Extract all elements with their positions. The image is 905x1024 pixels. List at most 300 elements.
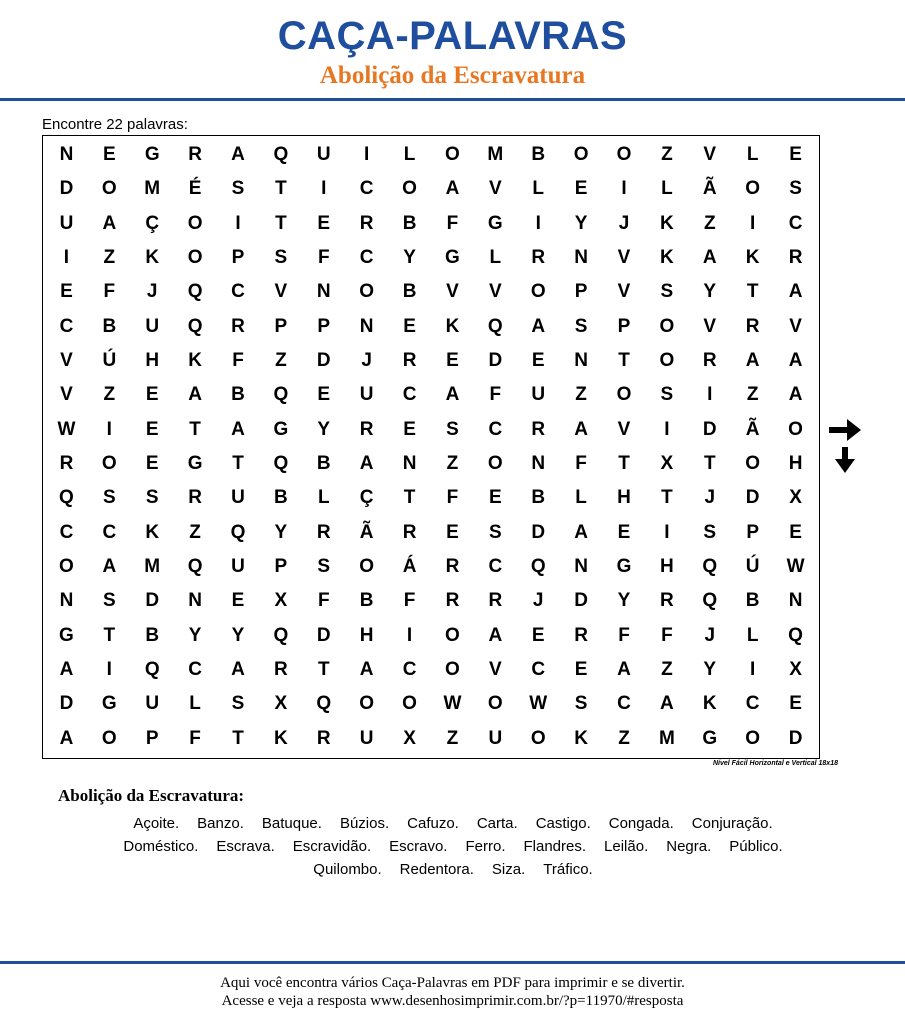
grid-cell: F <box>618 624 630 646</box>
grid-cell: F <box>661 624 673 646</box>
grid-cell: F <box>403 590 416 612</box>
grid-cell: B <box>316 453 331 475</box>
grid-cell: T <box>317 659 330 681</box>
grid-cell: C <box>488 556 503 578</box>
grid-cell: T <box>661 487 673 509</box>
grid-cell: U <box>359 727 374 749</box>
grid-cell: T <box>275 212 287 234</box>
word-list-item: Público. <box>729 838 783 855</box>
grid-cell: Ç <box>359 487 374 509</box>
grid-cell: U <box>59 212 74 234</box>
grid-cell: A <box>359 453 374 475</box>
grid-cell: A <box>359 659 374 681</box>
grid-cell: O <box>359 556 375 578</box>
grid-cell: O <box>445 624 460 646</box>
grid-cell: K <box>702 693 717 715</box>
page-subtitle: Abolição da Escravatura <box>319 62 586 89</box>
grid-cell: E <box>231 590 245 612</box>
grid-cell: O <box>187 247 203 269</box>
grid-cell: Q <box>273 453 289 475</box>
grid-cell: Q <box>530 556 546 578</box>
grid-cell: B <box>745 590 760 612</box>
word-list-item: Congada. <box>608 815 674 832</box>
grid-cell: C <box>745 693 760 715</box>
grid-cell: I <box>535 212 541 234</box>
grid-cell: R <box>445 556 460 578</box>
grid-cell: E <box>789 693 802 715</box>
grid-cell: Y <box>574 212 588 234</box>
grid-cell: L <box>489 247 502 269</box>
grid-cell: V <box>617 247 631 269</box>
grid-cell: O <box>445 144 460 166</box>
grid-cell: G <box>144 144 160 166</box>
grid-cell: P <box>231 247 245 269</box>
grid-cell: G <box>445 247 460 269</box>
footer-divider <box>0 961 905 964</box>
grid-cell: C <box>188 659 202 681</box>
grid-cell: A <box>788 281 803 303</box>
grid-cell: K <box>660 247 674 269</box>
grid-cell: J <box>532 590 544 612</box>
grid-cell: O <box>101 727 117 749</box>
grid-cell: T <box>746 281 759 303</box>
grid-cell: D <box>59 178 74 200</box>
grid-cell: L <box>317 487 330 509</box>
grid-cell: F <box>489 384 502 406</box>
grid-cell: W <box>443 693 462 715</box>
grid-cell: S <box>446 418 459 440</box>
grid-cell: C <box>402 384 417 406</box>
grid-cell: I <box>664 418 670 440</box>
grid-cell: C <box>617 693 631 715</box>
grid-cell: R <box>445 590 460 612</box>
grid-cell: Q <box>144 659 160 681</box>
grid-cell: S <box>574 693 588 715</box>
grid-cell: C <box>102 521 117 543</box>
word-list-item: Flandres. <box>523 838 587 855</box>
grid-cell: H <box>617 487 631 509</box>
grid-cell: N <box>188 590 202 612</box>
grid-cell: Y <box>231 624 245 646</box>
grid-cell: Q <box>273 144 289 166</box>
grid-cell: C <box>59 315 74 337</box>
arrow-right-icon <box>828 416 862 444</box>
grid-cell: F <box>575 453 587 475</box>
grid-cell: H <box>660 556 674 578</box>
grid-cell: E <box>102 144 116 166</box>
grid-cell: E <box>488 487 502 509</box>
grid-cell: Y <box>317 418 331 440</box>
grid-cell: Q <box>187 281 203 303</box>
word-list-item: Redentora. <box>399 861 474 878</box>
grid-cell: E <box>446 521 459 543</box>
level-label: Nível Fácil Horizontal e Vertical 18x18 <box>712 760 838 767</box>
footer-line-1: Aqui você encontra vários Caça-Palavras em PDF para imprimir e se divertir. <box>220 975 685 991</box>
grid-cell: Q <box>316 693 332 715</box>
grid-cell: N <box>574 556 588 578</box>
grid-cell: O <box>530 727 546 749</box>
word-list-item: Búzios. <box>339 815 390 832</box>
grid-cell: G <box>702 727 718 749</box>
grid-cell: Z <box>189 521 201 543</box>
grid-cell: T <box>403 487 416 509</box>
grid-cell: Y <box>403 247 416 269</box>
grid-cell: K <box>274 727 288 749</box>
grid-cell: P <box>746 521 759 543</box>
grid-cell: W <box>529 693 548 715</box>
grid-cell: C <box>359 247 374 269</box>
grid-cell: Q <box>273 624 289 646</box>
grid-cell: U <box>531 384 546 406</box>
grid-cell: F <box>317 247 330 269</box>
grid-cell: A <box>445 384 460 406</box>
grid-cell: E <box>574 659 588 681</box>
grid-cell: V <box>60 384 73 406</box>
grid-cell: M <box>144 178 161 200</box>
grid-cell: S <box>231 693 245 715</box>
grid-cell: T <box>232 727 244 749</box>
grid-cell: S <box>789 178 802 200</box>
grid-cell: O <box>745 727 761 749</box>
grid-cell: A <box>702 247 717 269</box>
grid-cell: I <box>750 659 756 681</box>
grid-cell: Ç <box>145 212 160 234</box>
grid-cell: I <box>707 384 713 406</box>
word-list-item: Conjuração. <box>691 815 773 832</box>
grid-cell: G <box>616 556 632 578</box>
grid-cell: J <box>704 624 716 646</box>
arrow-down-icon <box>828 446 862 474</box>
grid-cell: S <box>145 487 159 509</box>
word-list-item: Escrava. <box>216 838 275 855</box>
grid-cell: U <box>231 556 245 578</box>
grid-cell: R <box>660 590 674 612</box>
grid-cell: Z <box>746 384 759 406</box>
grid-cell: I <box>106 659 112 681</box>
grid-cell: K <box>188 350 202 372</box>
grid-cell: E <box>531 350 545 372</box>
grid-cell: Z <box>661 144 673 166</box>
grid-cell: G <box>273 418 289 440</box>
grid-cell: E <box>145 418 159 440</box>
grid-cell: O <box>659 350 675 372</box>
grid-cell: I <box>321 178 327 200</box>
grid-cell: T <box>275 178 287 200</box>
grid-cell: Q <box>187 556 203 578</box>
grid-cell: U <box>231 487 245 509</box>
grid-cell: N <box>59 144 74 166</box>
grid-cell: T <box>618 350 630 372</box>
grid-cell: O <box>402 178 417 200</box>
word-list-title: Abolição da Escravatura: <box>58 786 245 805</box>
grid-cell: U <box>145 693 160 715</box>
grid-cell: Ú <box>745 556 760 578</box>
grid-cell: L <box>575 487 587 509</box>
grid-cell: B <box>402 281 417 303</box>
grid-cell: A <box>445 178 460 200</box>
grid-cell: L <box>746 624 759 646</box>
grid-cell: X <box>660 453 674 475</box>
word-list-item: Escravo. <box>389 838 448 855</box>
grid-cell: O <box>487 453 503 475</box>
grid-cell: R <box>231 315 245 337</box>
grid-cell: Z <box>103 384 116 406</box>
grid-cell: G <box>187 453 203 475</box>
grid-cell: A <box>617 659 631 681</box>
grid-cell: C <box>59 521 74 543</box>
grid-cell: Y <box>703 659 717 681</box>
grid-cell: A <box>531 315 546 337</box>
grid-cell: X <box>789 659 802 681</box>
grid-cell: Á <box>402 556 417 578</box>
grid-cell: X <box>274 693 288 715</box>
grid-cell: Z <box>275 350 287 372</box>
grid-cell: L <box>403 144 416 166</box>
grid-cell: O <box>530 281 546 303</box>
grid-cell: E <box>403 315 416 337</box>
grid-cell: T <box>103 624 116 646</box>
word-list-item: Açoite. <box>133 815 180 832</box>
grid-cell: J <box>618 212 630 234</box>
grid-cell: A <box>102 212 117 234</box>
grid-cell: B <box>402 212 417 234</box>
grid-cell: K <box>660 212 674 234</box>
grid-cell: G <box>59 624 74 646</box>
grid-cell: Q <box>59 487 74 509</box>
grid-cell: Q <box>187 315 203 337</box>
grid-cell: Ã <box>702 178 717 200</box>
grid-cell: D <box>788 727 803 749</box>
grid-cell: S <box>231 178 245 200</box>
grid-cell: I <box>63 247 70 269</box>
grid-cell: E <box>60 281 73 303</box>
grid-cell: B <box>274 487 288 509</box>
grid-cell: Q <box>273 384 289 406</box>
grid-cell: R <box>402 521 417 543</box>
word-list-item: Quilombo. <box>313 861 382 878</box>
grid-cell: R <box>359 418 374 440</box>
word-list-item: Cafuzo. <box>407 815 459 832</box>
grid-cell: D <box>316 624 331 646</box>
word-list-item: Banzo. <box>197 815 244 832</box>
grid-cell: R <box>316 727 331 749</box>
grid-cell: L <box>661 178 673 200</box>
grid-cell: Q <box>702 590 718 612</box>
grid-cell: X <box>403 727 416 749</box>
grid-cell: T <box>232 453 244 475</box>
grid-cell: R <box>574 624 588 646</box>
grid-cell: R <box>59 453 74 475</box>
grid-cell: F <box>232 350 244 372</box>
grid-cell: T <box>618 453 630 475</box>
grid-cell: B <box>102 315 117 337</box>
grid-cell: A <box>231 144 245 166</box>
grid-cell: U <box>359 384 374 406</box>
grid-cell: I <box>664 521 670 543</box>
grid-cell: H <box>145 350 160 372</box>
grid-cell: V <box>703 144 717 166</box>
grid-cell: P <box>617 315 631 337</box>
grid-cell: A <box>488 624 503 646</box>
grid-cell: O <box>359 693 375 715</box>
grid-cell: P <box>317 315 331 337</box>
grid-cell: O <box>573 144 589 166</box>
grid-cell: M <box>658 727 675 749</box>
grid-cell: E <box>403 418 416 440</box>
grid-cell: R <box>788 247 803 269</box>
grid-cell: C <box>788 212 803 234</box>
letter-grid <box>42 135 820 759</box>
grid-cell: V <box>617 418 631 440</box>
grid-cell: D <box>702 418 717 440</box>
grid-cell: L <box>746 144 759 166</box>
grid-cell: N <box>531 453 546 475</box>
grid-cell: P <box>274 556 288 578</box>
grid-cell: E <box>446 350 459 372</box>
grid-cell: F <box>446 212 459 234</box>
grid-cell: U <box>316 144 331 166</box>
grid-cell: E <box>789 144 802 166</box>
grid-cell: B <box>359 590 374 612</box>
grid-cell: I <box>621 178 627 200</box>
grid-cell: D <box>488 350 503 372</box>
grid-cell: A <box>231 418 245 440</box>
grid-cell: K <box>745 247 760 269</box>
grid-cell: I <box>406 624 413 646</box>
grid-cell: J <box>704 487 716 509</box>
grid-cell: V <box>60 350 73 372</box>
grid-cell: B <box>231 384 245 406</box>
grid-cell: X <box>274 590 288 612</box>
grid-cell: Z <box>103 247 116 269</box>
grid-cell: R <box>359 212 374 234</box>
grid-cell: A <box>59 659 74 681</box>
grid-cell: I <box>235 212 241 234</box>
word-list-item: Castigo. <box>535 815 591 832</box>
grid-cell: Z <box>661 659 673 681</box>
grid-cell: U <box>145 315 160 337</box>
grid-cell: E <box>574 178 588 200</box>
grid-cell: D <box>145 590 160 612</box>
grid-cell: V <box>617 281 631 303</box>
grid-cell: N <box>59 590 74 612</box>
word-list-item: Tráfico. <box>543 861 593 878</box>
grid-cell: R <box>531 247 546 269</box>
grid-cell: B <box>531 144 546 166</box>
grid-cell: L <box>532 178 545 200</box>
grid-cell: P <box>574 281 588 303</box>
grid-cell: O <box>101 453 117 475</box>
grid-cell: W <box>786 556 805 578</box>
word-list <box>40 812 866 881</box>
grid-cell: O <box>402 693 417 715</box>
grid-cell: O <box>101 178 117 200</box>
grid-cell: N <box>574 350 588 372</box>
grid-cell: Z <box>575 384 587 406</box>
grid-cell: Z <box>703 212 716 234</box>
grid-cell: F <box>317 590 330 612</box>
grid-cell: V <box>488 659 502 681</box>
grid-cell: O <box>616 384 632 406</box>
grid-cell: D <box>59 693 74 715</box>
grid-cell: O <box>616 144 632 166</box>
grid-cell: O <box>745 178 761 200</box>
grid-cell: V <box>703 315 717 337</box>
grid-cell: P <box>274 315 288 337</box>
grid-cell: R <box>316 521 331 543</box>
grid-cell: H <box>359 624 374 646</box>
grid-cell: C <box>231 281 245 303</box>
grid-cell: R <box>188 144 202 166</box>
grid-cell: U <box>488 727 503 749</box>
grid-cell: T <box>189 418 201 440</box>
grid-cell: O <box>359 281 375 303</box>
grid-cell: K <box>574 727 588 749</box>
grid-cell: Y <box>274 521 288 543</box>
grid-cell: Q <box>702 556 718 578</box>
grid-cell: K <box>145 521 160 543</box>
grid-cell: W <box>57 418 76 440</box>
grid-cell: A <box>574 521 588 543</box>
grid-cell: R <box>274 659 288 681</box>
grid-cell: R <box>702 350 717 372</box>
grid-cell: V <box>446 281 459 303</box>
grid-cell: B <box>145 624 160 646</box>
grid-cell: S <box>274 247 288 269</box>
grid-cell: S <box>102 487 116 509</box>
grid-cell: Y <box>703 281 717 303</box>
grid-cell: M <box>487 144 504 166</box>
page-title: CAÇA-PALAVRAS <box>277 14 628 58</box>
word-list-item: Leilão. <box>604 838 649 855</box>
grid-cell: M <box>144 556 161 578</box>
grid-cell: E <box>789 521 802 543</box>
grid-cell: S <box>660 281 674 303</box>
grid-cell: F <box>446 487 459 509</box>
grid-cell: S <box>102 590 116 612</box>
grid-cell: N <box>359 315 374 337</box>
grid-cell: S <box>703 521 717 543</box>
grid-cell: I <box>106 418 112 440</box>
grid-cell: O <box>59 556 74 578</box>
grid-cell: O <box>187 212 203 234</box>
grid-cell: G <box>487 212 503 234</box>
grid-cell: H <box>788 453 803 475</box>
grid-cell: D <box>316 350 331 372</box>
grid-cell: E <box>317 212 331 234</box>
grid-cell: I <box>364 144 370 166</box>
grid-cell: E <box>145 384 159 406</box>
grid-cell: R <box>531 418 546 440</box>
grid-cell: K <box>145 247 160 269</box>
grid-cell: V <box>488 281 502 303</box>
grid-cell: R <box>402 350 417 372</box>
grid-cell: J <box>146 281 158 303</box>
word-list-item: Escravidão. <box>292 838 372 855</box>
grid-cell: E <box>617 521 631 543</box>
grid-cell: E <box>531 624 545 646</box>
grid-cell: O <box>445 659 460 681</box>
grid-cell: R <box>745 315 760 337</box>
grid-cell: A <box>188 384 202 406</box>
grid-cell: O <box>788 418 803 440</box>
grid-cell: N <box>316 281 331 303</box>
grid-cell: N <box>402 453 417 475</box>
grid-cell: S <box>488 521 502 543</box>
grid-cell: C <box>488 418 503 440</box>
grid-cell: L <box>189 693 201 715</box>
word-list-item: Doméstico. <box>123 838 199 855</box>
